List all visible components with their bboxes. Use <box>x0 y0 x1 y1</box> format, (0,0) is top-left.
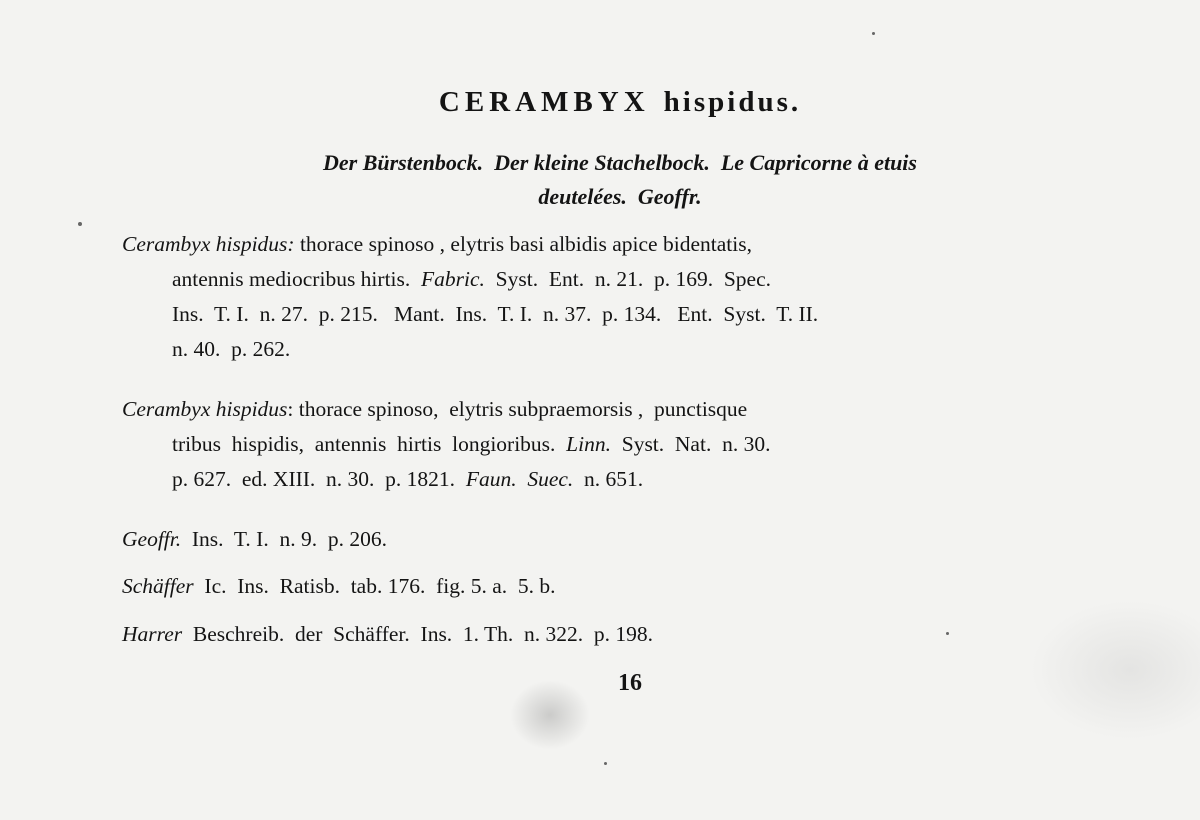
entry-text: : thorace spinoso, elytris subpraemorsis , punctisque <box>287 397 748 421</box>
title-species: hispidus. <box>663 86 802 118</box>
entry-line <box>122 227 1122 262</box>
entry-line <box>122 617 1122 652</box>
paper-speck <box>872 32 875 35</box>
entry-work: Faun. Suec. <box>465 467 574 491</box>
common-names <box>150 146 1090 214</box>
reference-entry-harrer <box>122 617 1122 652</box>
entry-text: Ins. T. I. n. 27. p. 215. Mant. Ins. T. I. n. 37. p. 134. Ent. Syst. T. II. <box>172 302 819 326</box>
title-genus: CERAMBYX <box>438 86 650 118</box>
entry-text: n. 651. <box>573 467 644 491</box>
common-names-line-2: deutelées. Geoffr. <box>538 184 702 209</box>
reference-entry-geoffroy <box>122 522 1122 557</box>
entry-species-name: Cerambyx hispidus: <box>122 232 295 256</box>
page-number: 16 <box>618 670 642 696</box>
entry-text: Ins. T. I. n. 9. p. 206. <box>181 527 387 551</box>
entry-author: Harrer <box>122 622 183 646</box>
entry-line <box>122 462 1122 497</box>
entry-line <box>122 297 1122 332</box>
entry-line <box>122 332 1122 367</box>
entry-text: Beschreib. der Schäffer. Ins. 1. Th. n. 322. p. 198. <box>182 622 654 646</box>
entry-text: thorace spinoso , elytris basi albidis apice bidentatis, <box>294 232 752 256</box>
reference-entry-schaeffer <box>122 569 1122 604</box>
entry-text: p. 627. ed. XIII. n. 30. p. 1821. <box>172 467 466 491</box>
entry-text: Syst. Ent. n. 21. p. 169. Spec. <box>484 267 771 291</box>
entry-author: Fabric. <box>421 267 485 291</box>
entry-text: Syst. Nat. n. 30. <box>610 432 771 456</box>
common-names-line-1: Der Bürstenbock. Der kleine Stachelbock. Le Capricorne à etuis <box>323 150 917 175</box>
entry-text: tribus hispidis, antennis hirtis longioribus. <box>172 432 567 456</box>
entry-author: Linn. <box>566 432 611 456</box>
entry-text: Ic. Ins. Ratisb. tab. 176. fig. 5. a. 5. b. <box>193 574 556 598</box>
entry-species-name: Cerambyx hispidus <box>122 397 288 421</box>
reference-entry-linnaeus <box>122 392 1122 497</box>
paper-speck <box>604 762 607 765</box>
entry-text: antennis mediocribus hirtis. <box>172 267 422 291</box>
entry-author: Schäffer <box>122 574 194 598</box>
entry-line <box>122 262 1122 297</box>
reference-entry-fabricius <box>122 227 1122 367</box>
entry-author: Geoffr. <box>122 527 182 551</box>
entry-line <box>122 569 1122 604</box>
entry-line <box>122 427 1122 462</box>
page-title <box>0 86 1200 119</box>
entry-text: n. 40. p. 262. <box>172 337 291 361</box>
paper-speck <box>78 222 82 226</box>
entry-line <box>122 392 1122 427</box>
entry-line <box>122 522 1122 557</box>
